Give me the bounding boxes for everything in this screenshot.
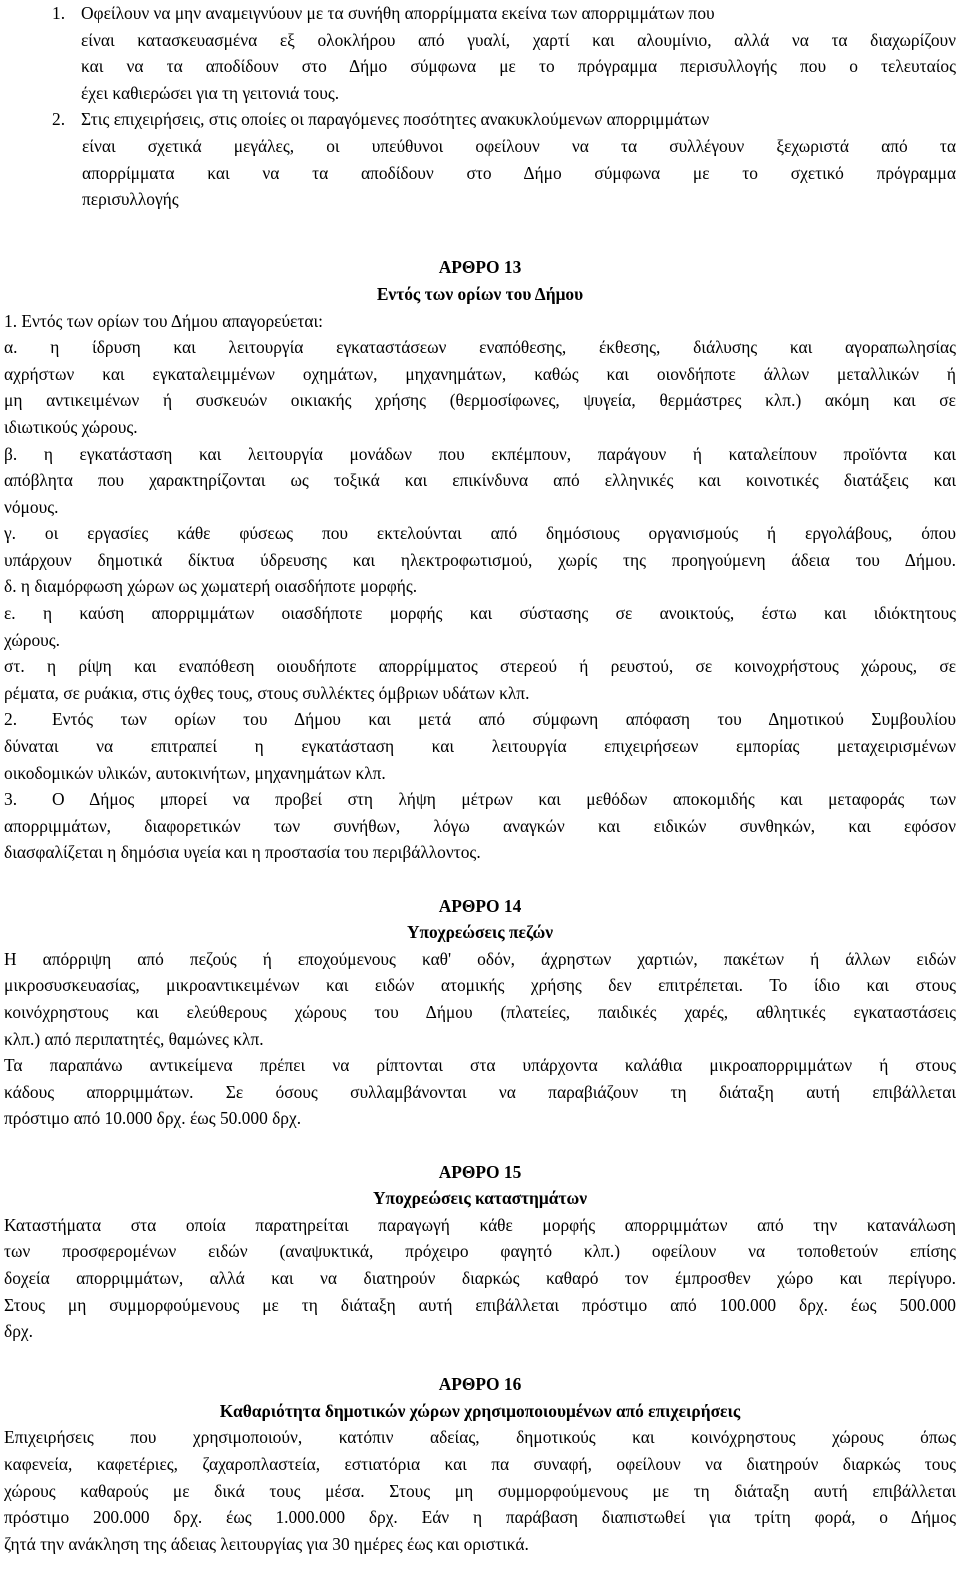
item-number: 3. bbox=[4, 789, 18, 810]
item-number: 2. bbox=[4, 709, 18, 730]
item-number: 2. bbox=[52, 109, 66, 130]
article-13-line: β. η εγκατάσταση και λειτουργία μονάδων που εκπέμπουν, παράγουν ή καταλείπουν προϊόντα και bbox=[4, 443, 956, 464]
article-14-line: Η απόρριψη από πεζούς ή εποχούμενους καθ' οδόν, άχρηστων χαρτιών, πακέτων ή άλλων ειδών bbox=[4, 948, 956, 969]
article-13-line: αχρήστων και εγκαταλειμμένων οχημάτων, μηχανημάτων, καθώς και οιονδήποτε άλλων μεταλλικών ή bbox=[4, 363, 956, 384]
item-number: 1. bbox=[52, 3, 66, 23]
article-13-line: γ. οι εργασίες κάθε φύσεως που εκτελούνται από δημόσιους οργανισμούς ή εργολάβους, όπου bbox=[4, 523, 956, 544]
article-13-line: 1. Εντός των ορίων του Δήμου απαγορεύεται: bbox=[4, 310, 323, 331]
intro-item-1-line-1: είναι κατασκευασμένα εξ ολοκλήρου από γυαλί, χαρτί και αλουμίνιο, αλλά να τα διαχωρίζουν bbox=[81, 29, 956, 50]
article-15-line: δοχεία απορριμμάτων, αλλά και να διατηρούν διαρκώς καθαρό τον έμπροσθεν χώρο και περίγυρο. bbox=[4, 1267, 956, 1288]
article-16-line: ζητά την ανάκληση της άδειας λειτουργίας για 30 ημέρες έως και οριστικά. bbox=[4, 1533, 529, 1554]
article-13-line: ε. η καύση απορριμμάτων οιασδήποτε μορφής και σύστασης σε ανοικτούς, έστω και ιδιόκτητους bbox=[4, 603, 956, 624]
article-16-line: πρόστιμο 200.000 δρχ. έως 1.000.000 δρχ. Εάν η παράβαση διαπιστωθεί για τρίτη φορά, ο Δήμος bbox=[4, 1507, 956, 1528]
article-13-line: στ. η ρίψη και εναπόθεση οιουδήποτε απορρίμματος στερεού ή ρευστού, σε κοινοχρήστους χώρους, σε bbox=[4, 656, 956, 677]
article-14-line: πρόστιμο από 10.000 δρχ. έως 50.000 δρχ. bbox=[4, 1108, 302, 1129]
article-14-line: Τα παραπάνω αντικείμενα πρέπει να ρίπτονται στα υπάρχοντα καλάθια μικροαπορριμμάτων ή στους bbox=[4, 1055, 956, 1076]
article-15-heading: ΑΡΘΡΟ 15 bbox=[438, 1161, 522, 1182]
article-13-line: μη αντικειμένων ή συσκευών οικιακής χρήσης (θερμοσίφωνες, ψυγεία, θερμάστρες κλπ.) ακόμη και σε bbox=[4, 390, 956, 411]
article-13-line: νόμους. bbox=[4, 496, 59, 517]
article-16-line: Επιχειρήσεις που χρησιμοποιούν, κατόπιν αδείας, δημοτικούς και κοινόχρηστους χώρους όπως bbox=[4, 1427, 956, 1448]
intro-item-1-line-2: και να τα αποδίδουν στο Δήμο σύμφωνα με το πρόγραμμα περισυλλογής που ο τελευταίος bbox=[81, 56, 956, 77]
article-16-title: Καθαριότητα δημοτικών χώρων χρησιμοποιουμένων από επιχειρήσεις bbox=[219, 1400, 741, 1421]
intro-item-2-line-3: περισυλλογής bbox=[82, 189, 179, 210]
article-13-line: ρέματα, σε ρυάκια, στις όχθες τους, στους συλλέκτες όμβριων υδάτων κλπ. bbox=[4, 682, 530, 703]
intro-item-2-line-0: 2. Στις επιχειρήσεις, στις οποίες οι παραγόμενες ποσότητες ανακυκλούμενων απορριμμάτων bbox=[4, 106, 956, 133]
article-16-line: χώρους καθαρούς με δικά τους μέσα. Στους μη συμμορφούμενους με τη διάταξη αυτή επιβάλλεται bbox=[4, 1480, 956, 1501]
article-13-line: ιδιωτικούς χώρους. bbox=[4, 416, 138, 437]
article-13-item-3-line: απορριμμάτων, διαφορετικών των συνήθων, λόγω αναγκών και ειδικών συνθηκών, και εφόσον bbox=[4, 815, 956, 836]
article-14-title: Υποχρεώσεις πεζών bbox=[406, 922, 554, 943]
article-15-line: Στους μη συμμορφούμενους με τη διάταξη αυτή επιβάλλεται πρόστιμο από 100.000 δρχ. έως 500.000 bbox=[4, 1294, 956, 1315]
article-15-line: Καταστήματα στα οποία παρατηρείται παραγωγή κάθε μορφής απορριμμάτων από την κατανάλωση bbox=[4, 1214, 956, 1235]
article-13-title: Εντός των ορίων του Δήμου bbox=[376, 283, 584, 304]
article-14-line: κλπ.) από περιπατητές, θαμώνες κλπ. bbox=[4, 1028, 264, 1049]
article-13-heading: ΑΡΘΡΟ 13 bbox=[438, 257, 522, 278]
article-13-item-2-line: δύναται να επιτραπεί η εγκατάσταση και λειτουργία επιχειρήσεων εμπορίας μεταχειρισμένων bbox=[4, 736, 956, 757]
article-13-item-2-line: οικοδομικών υλικών, αυτοκινήτων, μηχανημάτων κλπ. bbox=[4, 762, 386, 783]
article-13-line: χώρους. bbox=[4, 629, 61, 650]
article-13-line: υπάρχουν δημοτικά δίκτυα ύδρευσης και ηλεκτροφωτισμού, χωρίς της προηγούμενη άδεια του Δήμου. bbox=[4, 549, 956, 570]
article-15-line: των προσφερομένων ειδών (αναψυκτικά, πρόχειρο φαγητό κλπ.) οφείλουν να τοποθετούν επίσης bbox=[4, 1241, 956, 1262]
article-14-line: κοινόχρηστους και ελεύθερους χώρους του Δήμου (πλατείες, παιδικές χαρές, αθλητικές εγκαταστάσεις bbox=[4, 1001, 956, 1022]
intro-item-1-line-0: 1. Οφείλουν να μην αναμειγνύουν με τα συνήθη απορρίμματα εκείνα των απορριμμάτων που bbox=[4, 0, 956, 27]
article-14-line: κάδους απορριμμάτων. Σε όσους συλλαμβάνονται να παραβιάζουν τη διάταξη αυτή επιβάλλεται bbox=[4, 1081, 956, 1102]
intro-item-1-line-3: έχει καθιερώσει για τη γειτονιά τους. bbox=[81, 82, 340, 103]
article-15-title: Υποχρεώσεις καταστημάτων bbox=[372, 1188, 587, 1209]
article-13-line: α. η ίδρυση και λειτουργία εγκαταστάσεων εναπόθεσης, έκθεσης, διάλυσης και αγοραπωλησίας bbox=[4, 337, 956, 358]
article-13-line: δ. η διαμόρφωση χώρων ως χωματερή οιασδήποτε μορφής. bbox=[4, 576, 418, 597]
intro-item-2-line-2: απορρίμματα και να τα αποδίδουν στο Δήμο σύμφωνα με το σχετικό πρόγραμμα bbox=[82, 162, 956, 183]
document-page bbox=[4, 0, 956, 1557]
article-14-heading: ΑΡΘΡΟ 14 bbox=[438, 895, 522, 916]
article-13-line: απόβλητα που χαρακτηρίζονται ως τοξικά και επικίνδυνα από ελληνικές και κοινοτικές διατάξεις και bbox=[4, 470, 956, 491]
article-13-item-3-first: 3. Ο Δήμος μπορεί να προβεί στη λήψη μέτρων και μεθόδων αποκομιδής και μεταφοράς των bbox=[4, 786, 956, 813]
article-13-item-2-first: 2. Εντός των ορίων του Δήμου και μετά από σύμφωνη απόφαση του Δημοτικού Συμβουλίου bbox=[4, 706, 956, 733]
intro-item-2-line-1: είναι σχετικά μεγάλες, οι υπεύθυνοι οφείλουν να τα συλλέγουν ξεχωριστά από τα bbox=[82, 135, 956, 156]
article-15-line: δρχ. bbox=[4, 1321, 33, 1342]
article-14-line: μικροσυσκευασίας, μικροαντικειμένων και ειδών ατομικής χρήσης δεν επιτρέπεται. Το ίδιο και στους bbox=[4, 975, 956, 996]
article-16-heading: ΑΡΘΡΟ 16 bbox=[438, 1374, 522, 1395]
article-16-line: καφενεία, καφετέριες, ζαχαροπλαστεία, εστιατόρια και πα συναφή, οφείλουν να διατηρούν διαρκώς τους bbox=[4, 1454, 956, 1475]
article-13-item-3-line: διασφαλίζεται η δημόσια υγεία και η προστασία του περιβάλλοντος. bbox=[4, 842, 481, 863]
